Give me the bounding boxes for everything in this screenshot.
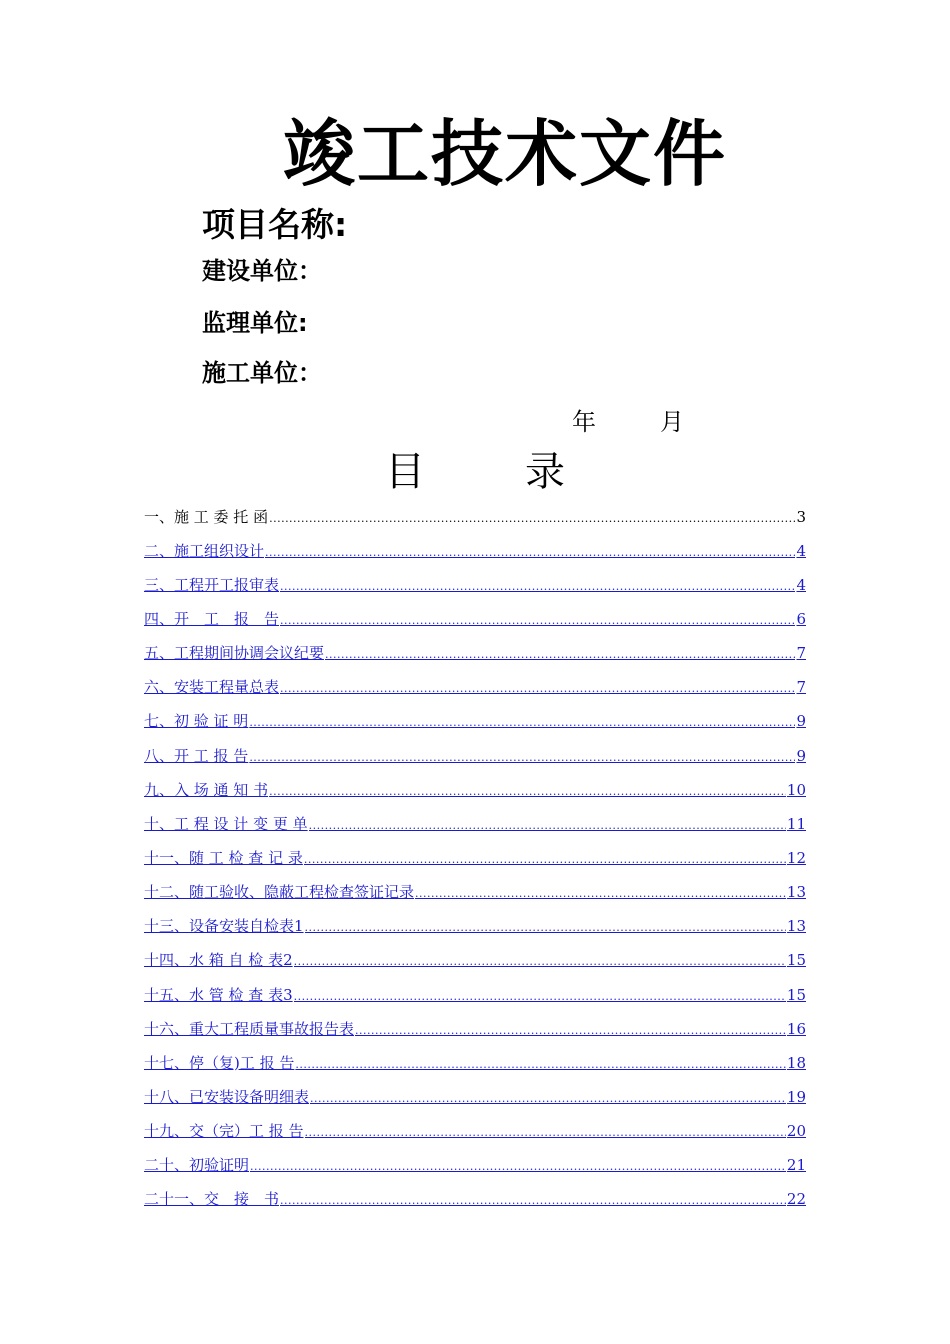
toc-entry xyxy=(144,910,806,944)
toc-entry-link[interactable] xyxy=(144,541,806,560)
toc-leader-dots xyxy=(305,1127,786,1138)
toc-entry-page: 9 xyxy=(796,746,806,765)
toc-entry-page: 7 xyxy=(796,644,806,663)
toc-entry-link[interactable] xyxy=(144,919,806,934)
toc-leader-dots xyxy=(269,786,786,797)
toc-leader-dots xyxy=(280,683,795,694)
toc-leader-dots xyxy=(304,854,786,865)
toc-leader-dots xyxy=(280,615,795,626)
toc-entry-link[interactable] xyxy=(144,507,806,526)
toc-entry xyxy=(144,1012,806,1046)
supervision-unit-label: 监理单位: xyxy=(202,309,308,337)
toc-title xyxy=(385,449,565,495)
toc-entry-link[interactable] xyxy=(144,1019,806,1038)
toc-entry-link[interactable] xyxy=(144,1087,806,1106)
toc-entry-page: 21 xyxy=(786,1156,806,1175)
toc-entry-page: 13 xyxy=(786,917,806,936)
toc-leader-dots xyxy=(355,1025,786,1036)
toc-entry-page: 7 xyxy=(796,678,806,697)
toc-entry-label: 十三、设备安装自检表1 xyxy=(144,917,304,936)
project-name-label: 项目名称: xyxy=(202,205,348,244)
toc-entry xyxy=(144,500,806,534)
toc-entry xyxy=(144,637,806,671)
toc-leader-dots xyxy=(269,513,795,524)
toc-entry-label: 二十、初验证明 xyxy=(144,1156,250,1175)
build-unit-label: 建设单位： xyxy=(202,257,322,285)
toc-leader-dots xyxy=(265,547,795,558)
toc-entry-page: 20 xyxy=(786,1122,806,1141)
year-label: 年 xyxy=(572,408,596,436)
toc-entry-page: 6 xyxy=(796,609,806,628)
toc-entry-link[interactable] xyxy=(144,1158,806,1173)
date-line xyxy=(572,410,684,434)
toc-entry xyxy=(144,978,806,1012)
toc-entry-label: 十六、重大工程质量事故报告表 xyxy=(144,1019,355,1038)
toc-entry-link[interactable] xyxy=(144,646,806,661)
toc-entry xyxy=(144,1183,806,1217)
toc-entry-link[interactable] xyxy=(144,814,806,833)
toc-leader-dots xyxy=(280,1195,786,1206)
toc-entry-page: 13 xyxy=(786,883,806,902)
toc-leader-dots xyxy=(294,991,786,1002)
toc-entry-link[interactable] xyxy=(144,680,806,695)
toc-entry xyxy=(144,534,806,568)
toc-entry xyxy=(144,773,806,807)
toc-entry-label: 九、入 场 通 知 书 xyxy=(144,780,269,799)
toc-leader-dots xyxy=(415,888,786,899)
toc-entry-page: 10 xyxy=(786,780,806,799)
toc-leader-dots xyxy=(249,752,795,763)
toc-entry-label: 十九、交（完）工 报 告 xyxy=(144,1122,304,1141)
toc-entry xyxy=(144,671,806,705)
toc-entry-page: 9 xyxy=(796,712,806,731)
toc-leader-dots xyxy=(309,820,786,831)
toc-entry-label: 三、工程开工报审表 xyxy=(144,575,280,594)
toc-entry-link[interactable] xyxy=(144,575,806,594)
toc-entry-label: 十二、随工验收、隐蔽工程检查签证记录 xyxy=(144,883,415,902)
toc-leader-dots xyxy=(294,956,786,967)
toc-entry xyxy=(144,1046,806,1080)
toc-entry xyxy=(144,1149,806,1183)
toc-entry-page: 12 xyxy=(786,848,806,867)
toc-entry-label: 四、开 工 报 告 xyxy=(144,609,280,628)
toc-entry-label: 十一、随 工 检 查 记 录 xyxy=(144,848,303,867)
toc-entry-page: 4 xyxy=(796,575,806,594)
toc-leader-dots xyxy=(280,581,795,592)
toc-entry-link[interactable] xyxy=(144,746,806,765)
toc-entry xyxy=(144,602,806,636)
toc-entry xyxy=(144,739,806,773)
toc-entry-link[interactable] xyxy=(144,780,806,799)
toc-entry xyxy=(144,705,806,739)
toc-entry-page: 18 xyxy=(786,1053,806,1072)
toc-entry xyxy=(144,807,806,841)
document-title: 竣工技术文件 xyxy=(282,112,727,196)
toc-entry-link[interactable] xyxy=(144,1053,806,1072)
toc-entry-link[interactable] xyxy=(144,985,806,1004)
toc-entry-page: 15 xyxy=(786,985,806,1004)
toc-entry xyxy=(144,841,806,875)
toc-entry-label: 六、安装工程量总表 xyxy=(144,678,280,697)
toc-entry-link[interactable] xyxy=(144,1192,806,1207)
month-label: 月 xyxy=(660,408,684,436)
toc-entry-label: 十四、水 箱 自 检 表2 xyxy=(144,951,293,970)
toc-entry xyxy=(144,876,806,910)
toc-leader-dots xyxy=(250,1161,786,1172)
toc-entry-page: 22 xyxy=(786,1190,806,1209)
toc-leader-dots xyxy=(325,649,795,660)
toc-entry-label: 二十一、交 接 书 xyxy=(144,1190,280,1209)
toc-title-char-1: 目 xyxy=(385,449,425,495)
toc-entry-label: 一、施 工 委 托 函 xyxy=(144,507,269,526)
toc-entry xyxy=(144,1080,806,1114)
toc-entry xyxy=(144,1115,806,1149)
toc-entry-page: 3 xyxy=(796,507,806,526)
table-of-contents xyxy=(144,500,806,1217)
toc-entry-link[interactable] xyxy=(144,953,806,968)
toc-leader-dots xyxy=(305,922,786,933)
toc-entry-page: 11 xyxy=(786,814,806,833)
toc-entry-page: 4 xyxy=(796,541,806,560)
toc-entry-label: 十八、已安装设备明细表 xyxy=(144,1087,310,1106)
toc-entry-label: 二、施工组织设计 xyxy=(144,541,265,560)
toc-entry xyxy=(144,944,806,978)
toc-entry-label: 十五、水 管 检 查 表3 xyxy=(144,985,293,1004)
toc-entry-link[interactable] xyxy=(144,609,806,628)
toc-entry-link[interactable] xyxy=(144,885,806,900)
construction-unit-label: 施工单位： xyxy=(202,359,322,387)
toc-leader-dots xyxy=(310,1093,786,1104)
toc-entry-label: 八、开 工 报 告 xyxy=(144,746,249,765)
toc-leader-dots xyxy=(249,717,795,728)
toc-entry-link[interactable] xyxy=(144,714,806,729)
toc-entry-label: 十七、停（复)工 报 告 xyxy=(144,1053,295,1072)
toc-entry-link[interactable] xyxy=(144,848,806,867)
toc-entry-label: 五、工程期间协调会议纪要 xyxy=(144,644,325,663)
toc-title-char-2: 录 xyxy=(525,449,565,495)
toc-entry xyxy=(144,568,806,602)
toc-entry-page: 19 xyxy=(786,1087,806,1106)
toc-entry-label: 七、初 验 证 明 xyxy=(144,712,249,731)
toc-entry-page: 16 xyxy=(786,1019,806,1038)
toc-leader-dots xyxy=(295,1059,786,1070)
toc-entry-page: 15 xyxy=(786,951,806,970)
toc-entry-link[interactable] xyxy=(144,1124,806,1139)
toc-entry-label: 十、工 程 设 计 变 更 单 xyxy=(144,814,308,833)
